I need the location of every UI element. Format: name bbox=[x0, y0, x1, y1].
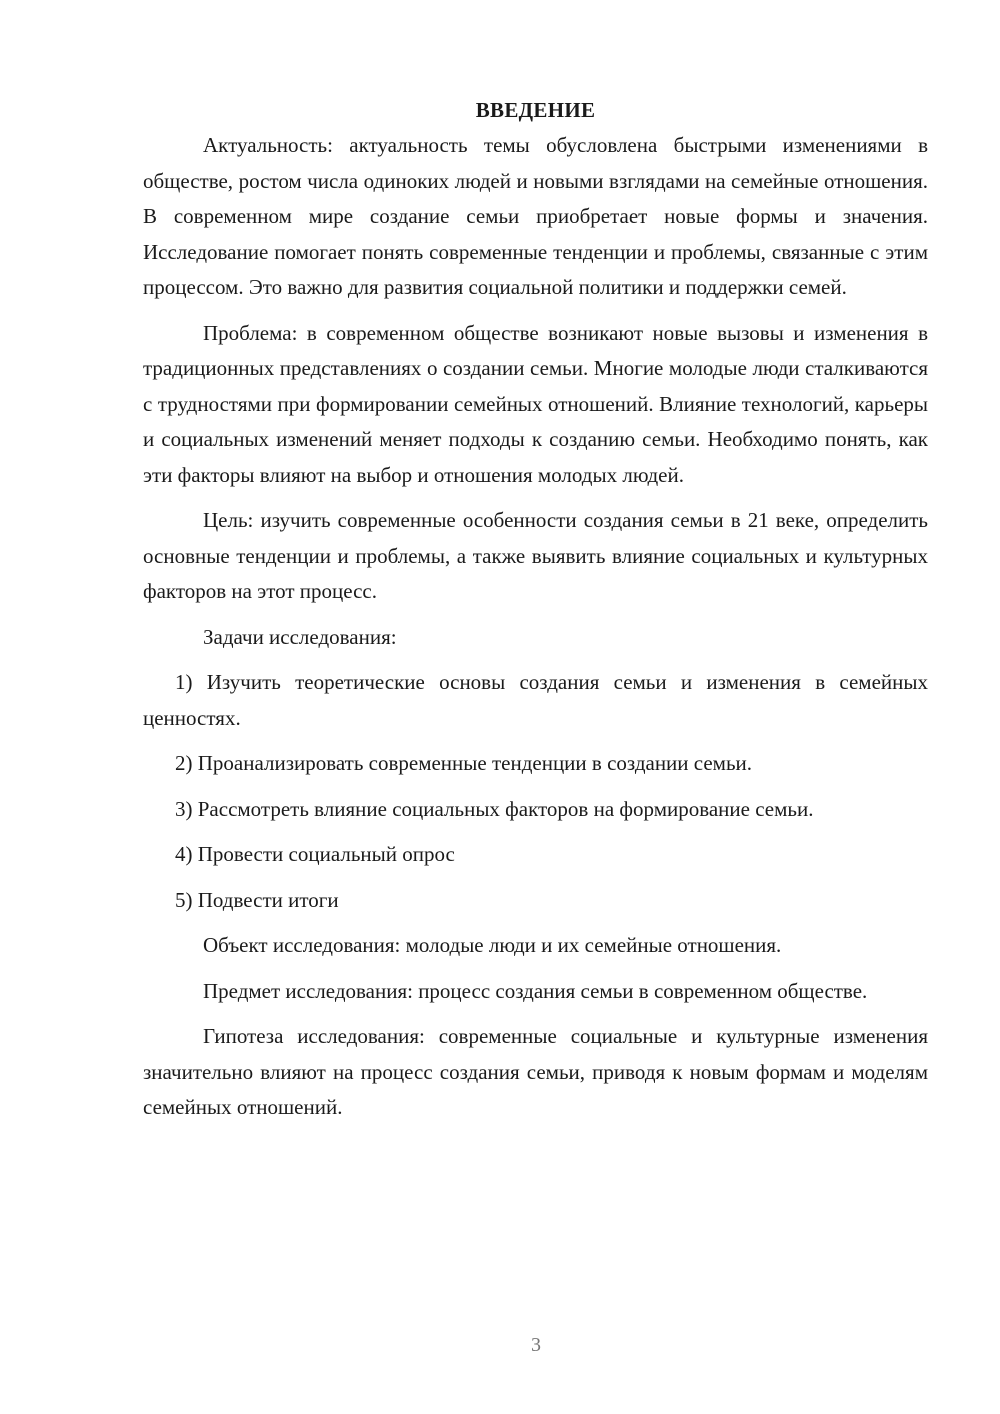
problem-paragraph: Проблема: в современном обществе возникают новые вызовы и изменения в традиционных представлениях о создании семьи. Многие молодые люди сталкиваются с трудностями при формировании семейных отношений. Влияние технологий, карьеры и социальных изменений меняет подходы к созданию семьи. Необходимо понять, как эти факторы влияют на выбор и отношения молодых людей. bbox=[143, 320, 928, 487]
tasks-heading: Задачи исследования: bbox=[203, 624, 397, 649]
task-item: 2) Проанализировать современные тенденции в создании семьи. bbox=[175, 751, 753, 775]
goal-paragraph: Цель: изучить современные особенности создания семьи в 21 веке, определить основные тенденции и проблемы, а также выявить влияние социальных и культурных факторов на этот процесс. bbox=[143, 508, 928, 603]
page-number: 3 bbox=[531, 1334, 541, 1356]
document-body bbox=[143, 92, 928, 1126]
task-item: 3) Рассмотреть влияние социальных факторов на формирование семьи. bbox=[175, 796, 814, 821]
relevance-paragraph: Актуальность: актуальность темы обусловлена быстрыми изменениями в обществе, ростом числа одиноких людей и новыми взглядами на семейные отношения. В современном мире создание семьи приобретает новые формы и значения. Исследование помогает понять современные тенденции и проблемы, связанные с этим процессом. Это важно для развития социальной политики и поддержки семей. bbox=[143, 133, 928, 299]
object-paragraph: Объект исследования: молодые люди и их семейные отношения. bbox=[203, 933, 782, 957]
hypothesis-paragraph: Гипотеза исследования: современные социальные и культурные изменения значительно влияют на процесс создания семьи, приводя к новым формам и моделям семейных отношений. bbox=[143, 1024, 928, 1119]
page-title: ВВЕДЕНИЕ bbox=[475, 98, 596, 122]
task-item: 5) Подвести итоги bbox=[175, 887, 339, 912]
task-item: 1) Изучить теоретические основы создания семьи и изменения в семейных ценностях. bbox=[143, 670, 928, 730]
task-item: 4) Провести социальный опрос bbox=[175, 842, 455, 866]
subject-paragraph: Предмет исследования: процесс создания семьи в современном обществе. bbox=[203, 978, 868, 1003]
